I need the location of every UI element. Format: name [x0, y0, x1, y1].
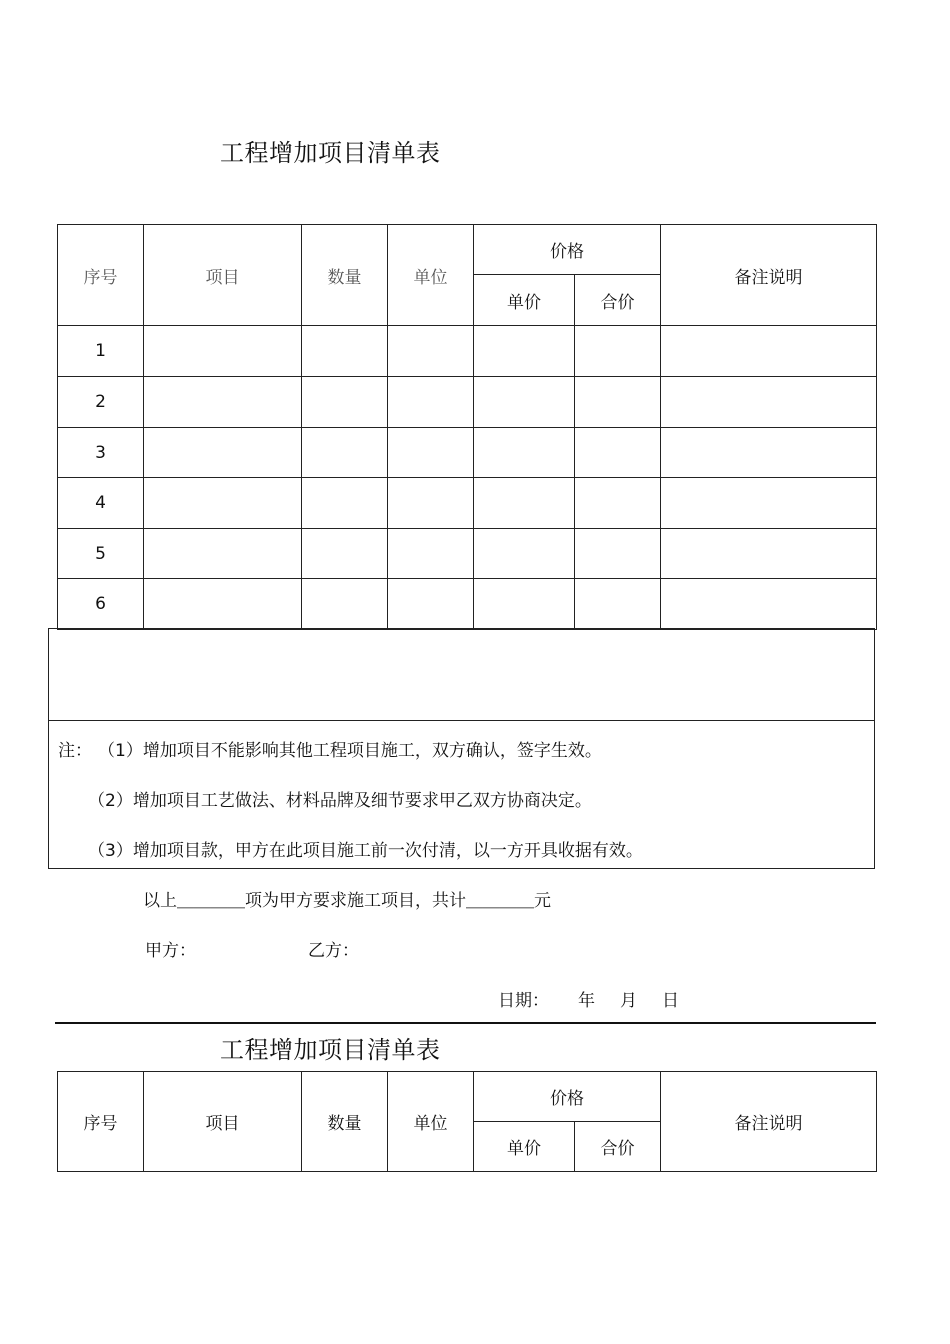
cell-qty[interactable] [302, 478, 388, 529]
cell-qty[interactable] [302, 326, 388, 377]
page-divider [55, 1022, 876, 1024]
row-seq: 4 [58, 478, 144, 529]
cell-unit-price[interactable] [474, 326, 575, 377]
cell-total-price[interactable] [575, 478, 661, 529]
cell-unit-price[interactable] [474, 377, 575, 428]
header-remarks: 备注说明 [661, 1072, 877, 1172]
party-b-label: 乙方： [308, 941, 359, 961]
cell-remarks[interactable] [661, 326, 877, 377]
header-unit-price: 单价 [474, 275, 575, 326]
date-label: 日期： [498, 991, 549, 1011]
cell-unit[interactable] [388, 326, 474, 377]
row-seq: 6 [58, 579, 144, 630]
header-unit: 单位 [388, 225, 474, 326]
note-line-1: （1）增加项目不能影响其他工程项目施工，双方确认，签字生效。 [98, 741, 602, 761]
cell-total-price[interactable] [575, 579, 661, 630]
cell-unit[interactable] [388, 529, 474, 579]
cell-remarks[interactable] [661, 377, 877, 428]
cell-qty[interactable] [302, 579, 388, 630]
cell-unit-price[interactable] [474, 478, 575, 529]
cell-remarks[interactable] [661, 428, 877, 478]
note-line-2: （2）增加项目工艺做法、材料品牌及细节要求甲乙双方协商决定。 [88, 791, 592, 811]
party-a-label: 甲方： [145, 941, 196, 961]
header-price: 价格 [474, 225, 661, 275]
header-qty: 数量 [302, 1072, 388, 1172]
cell-unit[interactable] [388, 377, 474, 428]
second-items-table [57, 1071, 877, 1172]
cell-item[interactable] [144, 579, 302, 630]
header-total-price: 合价 [575, 275, 661, 326]
cell-qty[interactable] [302, 428, 388, 478]
header-price: 价格 [474, 1072, 661, 1122]
cell-total-price[interactable] [575, 529, 661, 579]
items-table [57, 224, 877, 630]
note-line-3: （3）增加项目款，甲方在此项目施工前一次付清，以一方开具收据有效。 [88, 841, 643, 861]
cell-unit[interactable] [388, 428, 474, 478]
date-month: 月 [620, 991, 637, 1011]
header-qty: 数量 [302, 225, 388, 326]
cell-unit[interactable] [388, 579, 474, 630]
row-seq: 1 [58, 326, 144, 377]
cell-item[interactable] [144, 377, 302, 428]
header-remarks: 备注说明 [661, 225, 877, 326]
header-item: 项目 [144, 1072, 302, 1172]
summary-line: 以上＿＿＿＿项为甲方要求施工项目，共计＿＿＿＿元 [143, 891, 551, 911]
blank-area[interactable] [49, 629, 874, 721]
row-seq: 3 [58, 428, 144, 478]
row-seq: 5 [58, 529, 144, 579]
header-seq: 序号 [58, 225, 144, 326]
second-page-title: 工程增加项目清单表 [220, 1036, 441, 1064]
header-seq: 序号 [58, 1072, 144, 1172]
cell-item[interactable] [144, 428, 302, 478]
cell-unit-price[interactable] [474, 579, 575, 630]
date-day: 日 [662, 991, 679, 1011]
header-unit: 单位 [388, 1072, 474, 1172]
cell-total-price[interactable] [575, 428, 661, 478]
cell-total-price[interactable] [575, 377, 661, 428]
header-total-price: 合价 [575, 1122, 661, 1172]
cell-item[interactable] [144, 529, 302, 579]
cell-remarks[interactable] [661, 478, 877, 529]
cell-unit-price[interactable] [474, 529, 575, 579]
cell-unit-price[interactable] [474, 428, 575, 478]
header-unit-price: 单价 [474, 1122, 575, 1172]
notes-label: 注： [58, 741, 92, 761]
row-seq: 2 [58, 377, 144, 428]
cell-qty[interactable] [302, 377, 388, 428]
cell-item[interactable] [144, 478, 302, 529]
cell-qty[interactable] [302, 529, 388, 579]
header-item: 项目 [144, 225, 302, 326]
cell-total-price[interactable] [575, 326, 661, 377]
cell-remarks[interactable] [661, 529, 877, 579]
cell-remarks[interactable] [661, 579, 877, 630]
page-title: 工程增加项目清单表 [220, 139, 441, 167]
date-year: 年 [578, 991, 595, 1011]
cell-item[interactable] [144, 326, 302, 377]
cell-unit[interactable] [388, 478, 474, 529]
